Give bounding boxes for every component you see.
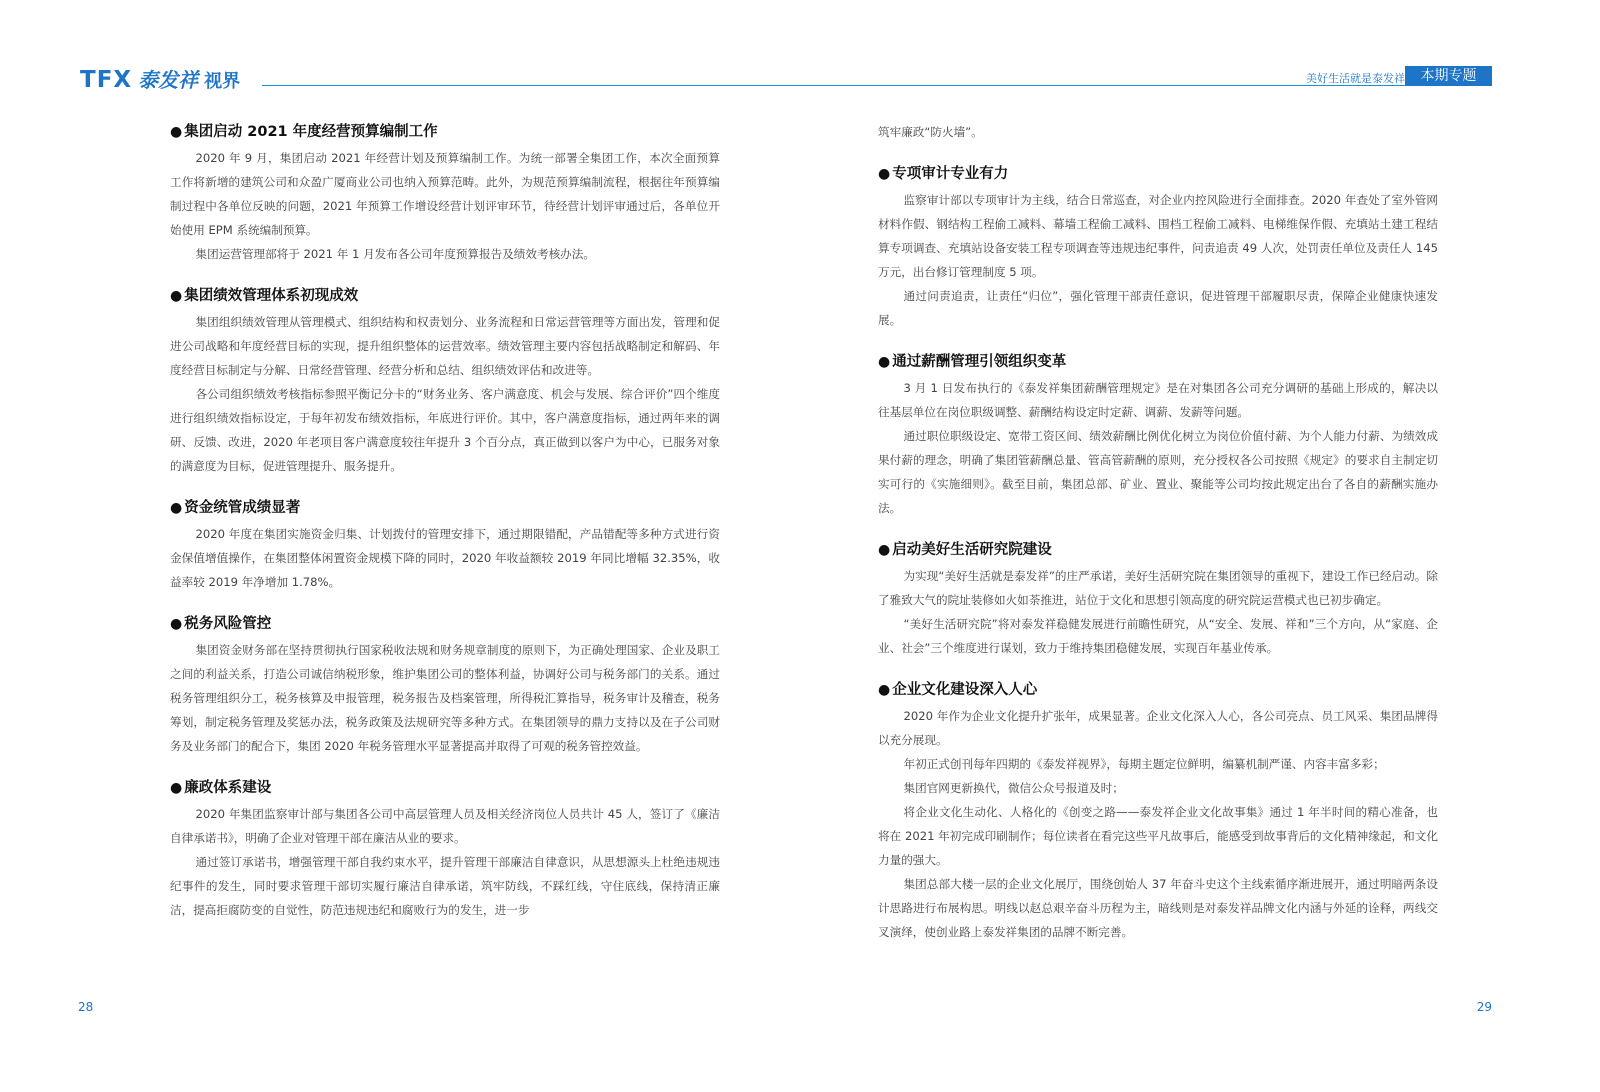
section-title: ● 廉政体系建设 — [170, 780, 272, 796]
paragraph: 监察审计部以专项审计为主线，结合日常巡查，对企业内控风险进行全面排查。2020 年查处了室外管网材料作假、钢结构工程偷工减料、幕墙工程偷工减料、围档工程偷工减料、电梯维保作假、充填站土建工程结算专项调查、充填站设备安装工程专项调查等违规违纪事件，问责追责 49 人次，处罚责任单位及责任人 145 万元，出台修订管理制度 5 项。 — [878, 193, 1438, 279]
paragraph: 年初正式创刊每年四期的《泰发祥视界》，每期主题定位鲜明，编纂机制严谨、内容丰富多彩； — [903, 757, 1385, 771]
paragraph: “美好生活研究院”将对泰发祥稳健发展进行前瞻性研究，从“安全、发展、祥和”三个方向，从“家庭、企业、社会”三个维度进行谋划，致力于维持集团稳健发展，实现百年基业传承。 — [878, 617, 1438, 655]
bullet-icon: ● — [170, 288, 183, 304]
section-title: ● 资金统管成绩显著 — [170, 500, 301, 516]
paragraph: 筑牢廉政“防火墙”。 — [878, 125, 983, 139]
paragraph: 集团总部大楼一层的企业文化展厅，围绕创始人 37 年奋斗史这个主线索循序渐进展开，通过明暗两条设计思路进行布展构思。明线以赵总艰辛奋斗历程为主，暗线则是对泰发祥品牌文化内涵与外延的诠释，两线交叉演绎，使创业路上泰发祥集团的品牌不断完善。 — [878, 877, 1438, 939]
paragraph: 2020 年集团监察审计部与集团各公司中高层管理人员及相关经济岗位人员共计 45 人，签订了《廉洁自律承诺书》，明确了企业对管理干部在廉洁从业的要求。 — [170, 807, 720, 845]
paragraph: 通过问责追责，让责任“归位”，强化管理干部责任意识，促进管理干部履职尽责，保障企业健康快速发展。 — [878, 289, 1438, 327]
logo-chinese: 泰发祥 — [138, 68, 199, 92]
logo-latin: TFX — [80, 67, 133, 93]
section-culture — [878, 678, 1438, 944]
paragraph: 集团官网更新换代，微信公众号报道及时； — [903, 781, 1124, 795]
header-slogan: 美好生活就是泰发祥 — [1306, 72, 1405, 85]
section-title: ● 企业文化建设深入人心 — [878, 682, 1038, 698]
bullet-icon: ● — [170, 780, 183, 796]
section-research-institute — [878, 538, 1438, 660]
section-title: ● 集团启动 2021 年度经营预算编制工作 — [170, 124, 438, 140]
paragraph: 各公司组织绩效考核指标参照平衡记分卡的“财务业务、客户满意度、机会与发展、综合评价”四个维度进行组织绩效指标设定，于每年初发布绩效指标，年底进行评价。其中，客户满意度指标，通过两年来的调研、反馈、改进，2020 年老项目客户满意度较往年提升 3 个百分点，真正做到以客户为中心，已服务对象的满意度为目标，促进管理提升、服务提升。 — [170, 387, 720, 473]
section-performance — [170, 284, 720, 478]
bullet-icon: ● — [170, 616, 183, 632]
bullet-icon: ● — [878, 542, 891, 558]
page-number-right: 29 — [1476, 1000, 1492, 1014]
section-budget — [170, 120, 720, 266]
bullet-icon: ● — [170, 124, 183, 140]
logo-chinese-suffix: 视界 — [204, 71, 241, 92]
paragraph: 集团运营管理部将于 2021 年 1 月发布各公司年度预算报告及绩效考核办法。 — [195, 247, 595, 261]
section-title: ● 启动美好生活研究院建设 — [878, 542, 1052, 558]
section-audit — [878, 162, 1438, 332]
bullet-icon: ● — [878, 166, 891, 182]
section-funds — [170, 496, 720, 594]
paragraph: 2020 年 9 月，集团启动 2021 年经营计划及预算编制工作。为统一部署全集团工作，本次全面预算工作将新增的建筑公司和众盈广厦商业公司也纳入预算范畴。此外，为规范预算编制流程，根据往年预算编制过程中各单位反映的问题，2021 年预算工作增设经营计划评审环节，待经营计划评审通过后，各单位开始使用 EPM 系统编制预算。 — [170, 151, 720, 237]
page-number-left: 28 — [78, 1000, 94, 1014]
paragraph: 2020 年度在集团实施资金归集、计划拨付的管理安排下，通过期限错配，产品错配等多种方式进行资金保值增值操作，在集团整体闲置资金规模下降的同时，2020 年收益额较 2019 年同比增幅 32.35%，收益率较 2019 年净增加 1.78%。 — [170, 527, 720, 589]
section-salary — [878, 350, 1438, 520]
section-integrity — [170, 776, 720, 922]
paragraph: 3 月 1 日发布执行的《泰发祥集团薪酬管理规定》是在对集团各公司充分调研的基础上形成的，解决以往基层单位在岗位职级调整、薪酬结构设定时定薪、调薪、发薪等问题。 — [878, 381, 1438, 419]
section-tax — [170, 612, 720, 758]
bullet-icon: ● — [878, 354, 891, 370]
paragraph: 通过签订承诺书，增强管理干部自我约束水平，提升管理干部廉洁自律意识，从思想源头上杜绝违规违纪事件的发生，同时要求管理干部切实履行廉洁自律承诺，筑牢防线，不踩红线，守住底线，保持清正廉洁，提高拒腐防变的自觉性，防范违规违纪和腐败行为的发生，进一步 — [170, 855, 720, 917]
section-tag: 本期专题 — [1405, 66, 1492, 86]
bullet-icon: ● — [878, 682, 891, 698]
left-page-column — [170, 120, 720, 940]
paragraph: 为实现“美好生活就是泰发祥”的庄严承诺，美好生活研究院在集团领导的重视下，建设工作已经启动。除了雅致大气的院址装修如火如荼推进，站位于文化和思想引领高度的研究院运营模式也已初步确定。 — [878, 569, 1438, 607]
paragraph: 2020 年作为企业文化提升扩张年，成果显著。企业文化深入人心，各公司亮点、员工风采、集团品牌得以充分展现。 — [878, 709, 1438, 747]
bullet-icon: ● — [170, 500, 183, 516]
paragraph: 通过职位职级设定、宽带工资区间、绩效薪酬比例优化树立为岗位价值付薪、为个人能力付薪、为绩效成果付薪的理念，明确了集团管薪酬总量、管高管薪酬的原则，充分授权各公司按照《规定》的要求自主制定切实可行的《实施细则》。截至目前，集团总部、矿业、置业、聚能等公司均按此规定出台了各自的薪酬实施办法。 — [878, 429, 1438, 515]
continued-text — [878, 120, 1438, 144]
paragraph: 将企业文化生动化、人格化的《创变之路——泰发祥企业文化故事集》通过 1 年半时间的精心准备，也将在 2021 年初完成印刷制作；每位读者在看完这些平凡故事后，能感受到故事背后的文化精神缘起，和文化力量的强大。 — [878, 805, 1438, 867]
section-title: ● 通过薪酬管理引领组织变革 — [878, 354, 1067, 370]
section-title: ● 专项审计专业有力 — [878, 166, 1009, 182]
right-page-column — [878, 120, 1438, 962]
section-title: ● 税务风险管控 — [170, 616, 272, 632]
magazine-logo — [80, 64, 240, 93]
section-title: ● 集团绩效管理体系初现成效 — [170, 288, 359, 304]
paragraph: 集团资金财务部在坚持贯彻执行国家税收法规和财务规章制度的原则下，为正确处理国家、企业及职工之间的利益关系，打造公司诚信纳税形象，维护集团公司的整体利益，协调好公司与税务部门的关系。通过税务管理组织分工，税务核算及申报管理，税务报告及档案管理，所得税汇算指导，税务审计及稽查，税务筹划，制定税务管理及奖惩办法，税务政策及法规研究等多种方式。在集团领导的鼎力支持以及在子公司财务及业务部门的配合下，集团 2020 年税务管理水平显著提高并取得了可观的税务管控效益。 — [170, 643, 720, 753]
paragraph: 集团组织绩效管理从管理模式、组织结构和权责划分、业务流程和日常运营管理等方面出发，管理和促进公司战略和年度经营目标的实现，提升组织整体的运营效率。绩效管理主要内容包括战略制定和解码、年度经营目标制定与分解、日常经营管理、经营分析和总结、组织绩效评估和改进等。 — [170, 315, 720, 377]
